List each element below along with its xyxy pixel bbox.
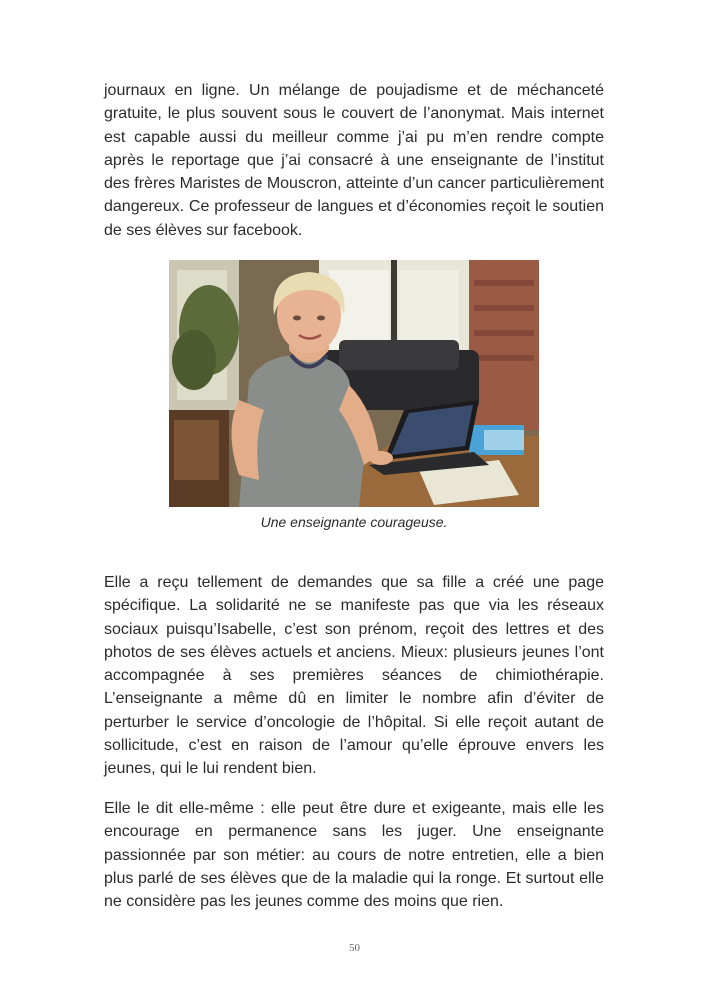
- paragraph-intro: journaux en ligne. Un mélange de poujadisme et de méchanceté gratuite, le plus souvent sous le couvert de l’anonymat. Mais internet est capable aussi du meilleur comme j’ai pu m’en rendre compte après le reportage que j’ai consacré à une enseignante de l’institut des frères Maristes de Mouscron, atteinte d’un cancer particulièrement dangereux. Ce professeur de langues et d’économies reçoit le soutien de ses élèves sur facebook.: [104, 82, 604, 239]
- page-number: 50: [349, 942, 360, 954]
- paragraph-conclusion: Elle le dit elle-même : elle peut être dure et exigeante, mais elle les encourage en permanence sans les juger. Une enseignante passionnée par son métier: au cours de notre entretien, elle a bien plus parlé de ses élèves que de la maladie qui la ronge. Et surtout elle ne considère pas les jeunes comme des moins que rien.: [104, 800, 604, 911]
- figure-caption: Une enseignante courageuse.: [260, 514, 448, 530]
- teacher-photo: [169, 260, 539, 507]
- paragraph-solidarity: Elle a reçu tellement de demandes que sa fille a créé une page spécifique. La solidarité ne se manifeste pas que via les réseaux sociaux puisqu’Isabelle, c’est son prénom, reçoit des lettres et des photos de ses élèves actuels et anciens. Mieux: plusieurs jeunes l’ont accompagnée à ses premières séances de chimiothérapie. L’enseignante a même dû en limiter le nombre afin d’éviter de perturber le service d’oncologie de l’hôpital. Si elle reçoit autant de sollicitude, c’est en raison de l’amour qu’elle éprouve envers les jeunes, qui le lui rendent bien.: [104, 574, 604, 778]
